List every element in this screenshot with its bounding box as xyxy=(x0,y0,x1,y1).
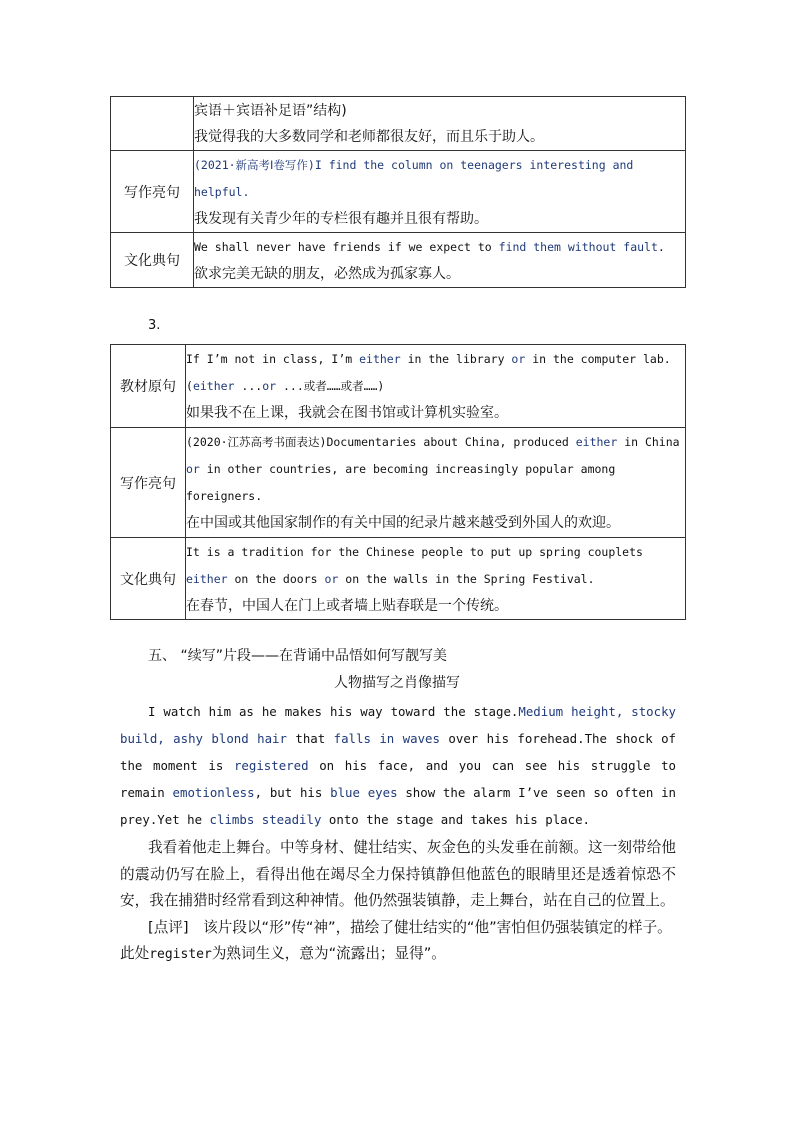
text-span: 该片段以“形”传“神”，描绘了健壮结实的“他”害怕但仍强装镇定的样子。此处 xyxy=(120,918,672,962)
text-span: over his forehead.The shock of the moment is xyxy=(120,731,676,773)
text-span: in other countries, are becoming increasingly popular among foreigners. xyxy=(186,462,616,503)
chinese-translation: 如果我不在上课，我就会在图书馆或计算机实验室。 xyxy=(186,405,508,421)
row-label: 文化典句 xyxy=(111,538,186,620)
english-sentence xyxy=(194,234,685,261)
text-span: ... xyxy=(234,379,263,393)
highlight-phrase: or xyxy=(324,571,339,586)
chinese-translation: 在中国或其他国家制作的有关中国的纪录片越来越受到外国人的欢迎。 xyxy=(186,515,620,531)
text-span: (2020·江苏高考书面表达)Documentaries about China, produced xyxy=(186,435,576,449)
row-content xyxy=(194,151,686,233)
highlight-phrase: find them without fault xyxy=(498,239,658,254)
highlight-phrase: climbs steadily xyxy=(209,812,322,827)
highlight-phrase: either xyxy=(192,379,235,393)
text-span: on the walls in the Spring Festival. xyxy=(338,571,595,586)
item-number: 3. xyxy=(148,318,161,333)
highlight-phrase: falls in waves xyxy=(333,731,440,746)
row-label: 文化典句 xyxy=(111,233,194,288)
text-span: onto the stage and takes his place. xyxy=(321,812,590,827)
table-example-sentences xyxy=(110,344,686,620)
text-span: , but his xyxy=(254,785,331,800)
highlight-phrase: registered xyxy=(233,758,309,773)
text-span: that xyxy=(286,731,334,746)
text-span: . xyxy=(657,239,665,254)
text-span: I watch him as he makes his way toward the stage. xyxy=(148,704,519,719)
english-sentence: (2021·新高考Ⅰ卷写作)I find the column on teenagers interesting and helpful. xyxy=(194,157,634,199)
table-row xyxy=(111,151,686,233)
table-row xyxy=(111,428,686,538)
code-word: register xyxy=(149,947,212,962)
text-span: ...或者……或者……) xyxy=(276,379,385,393)
writing-passage xyxy=(120,698,676,969)
text-span: on his face, and you can see his struggle to remain xyxy=(120,758,676,800)
highlight-phrase: either xyxy=(575,435,618,449)
row-label xyxy=(111,97,194,151)
chinese-translation: 我发现有关青少年的专栏很有趣并且很有帮助。 xyxy=(194,210,488,227)
highlight-phrase: or xyxy=(262,379,277,393)
highlight-phrase: either xyxy=(359,352,401,366)
table-row xyxy=(111,233,686,288)
highlight-phrase: blue eyes xyxy=(330,785,398,800)
row-content xyxy=(186,345,686,428)
text-span: 为熟词生义，意为“流露出；显得”。 xyxy=(211,945,446,962)
english-sentence xyxy=(186,346,685,400)
row-content xyxy=(194,97,686,151)
text-span: If I’m not in class, I’m xyxy=(186,352,360,366)
text-span: show the alarm I’ve seen so often in prey.Yet he xyxy=(120,785,677,827)
row-label: 教材原句 xyxy=(111,345,186,428)
highlight-phrase: Medium height, stocky build, ashy blond hair xyxy=(120,704,676,746)
chinese-translation: 在春节，中国人在门上或者墙上贴春联是一个传统。 xyxy=(186,597,508,614)
section-heading: 五、 “续写”片段——在背诵中品悟如何写靓写美 xyxy=(148,648,447,664)
table-row xyxy=(111,538,686,620)
table-row xyxy=(111,97,686,151)
table-continued xyxy=(110,96,686,288)
row-label: 写作亮句 xyxy=(111,428,186,538)
text-span: We shall never have friends if we expect to xyxy=(194,239,499,254)
row-content xyxy=(186,538,686,620)
text-span: in the computer lab.( xyxy=(186,352,671,393)
chinese-translation: 欲求完美无缺的朋友，必然成为孤家寡人。 xyxy=(194,265,460,282)
text-span: on the doors xyxy=(227,571,325,586)
chinese-paragraph: 我看着他走上舞台。中等身材、健壮结实、灰金色的头发垂在前额。这一刻带给他的震动仍写在脸上，看得出他在竭尽全力保持镇静但他蓝色的眼睛里还是透着惊恐不安，我在捕猎时经常看到这种神情。他仍然强装镇静，走上舞台，站在自己的位置上。 xyxy=(120,839,676,909)
highlight-phrase: emotionless xyxy=(172,785,255,800)
row-label: 写作亮句 xyxy=(111,151,194,233)
comment-tag: [点评] xyxy=(148,918,189,936)
highlight-phrase: or xyxy=(511,352,526,366)
english-paragraph xyxy=(120,698,676,833)
table-row xyxy=(111,345,686,428)
text-span: in China xyxy=(617,435,680,449)
english-sentence xyxy=(186,429,685,510)
row-content xyxy=(194,233,686,288)
subsection-heading: 人物描写之肖像描写 xyxy=(334,675,460,691)
text-span: It is a tradition for the Chinese people to put up spring couplets xyxy=(186,544,643,559)
chinese-line: 宾语＋宾语补足语”结构) xyxy=(194,102,347,119)
chinese-translation: 我觉得我的大多数同学和老师都很友好，而且乐于助人。 xyxy=(194,128,544,145)
english-sentence xyxy=(186,539,685,593)
text-span: in the library xyxy=(400,352,512,366)
highlight-phrase: either xyxy=(186,571,228,586)
highlight-phrase: or xyxy=(186,462,200,476)
row-content xyxy=(186,428,686,538)
comment-paragraph xyxy=(120,915,676,969)
